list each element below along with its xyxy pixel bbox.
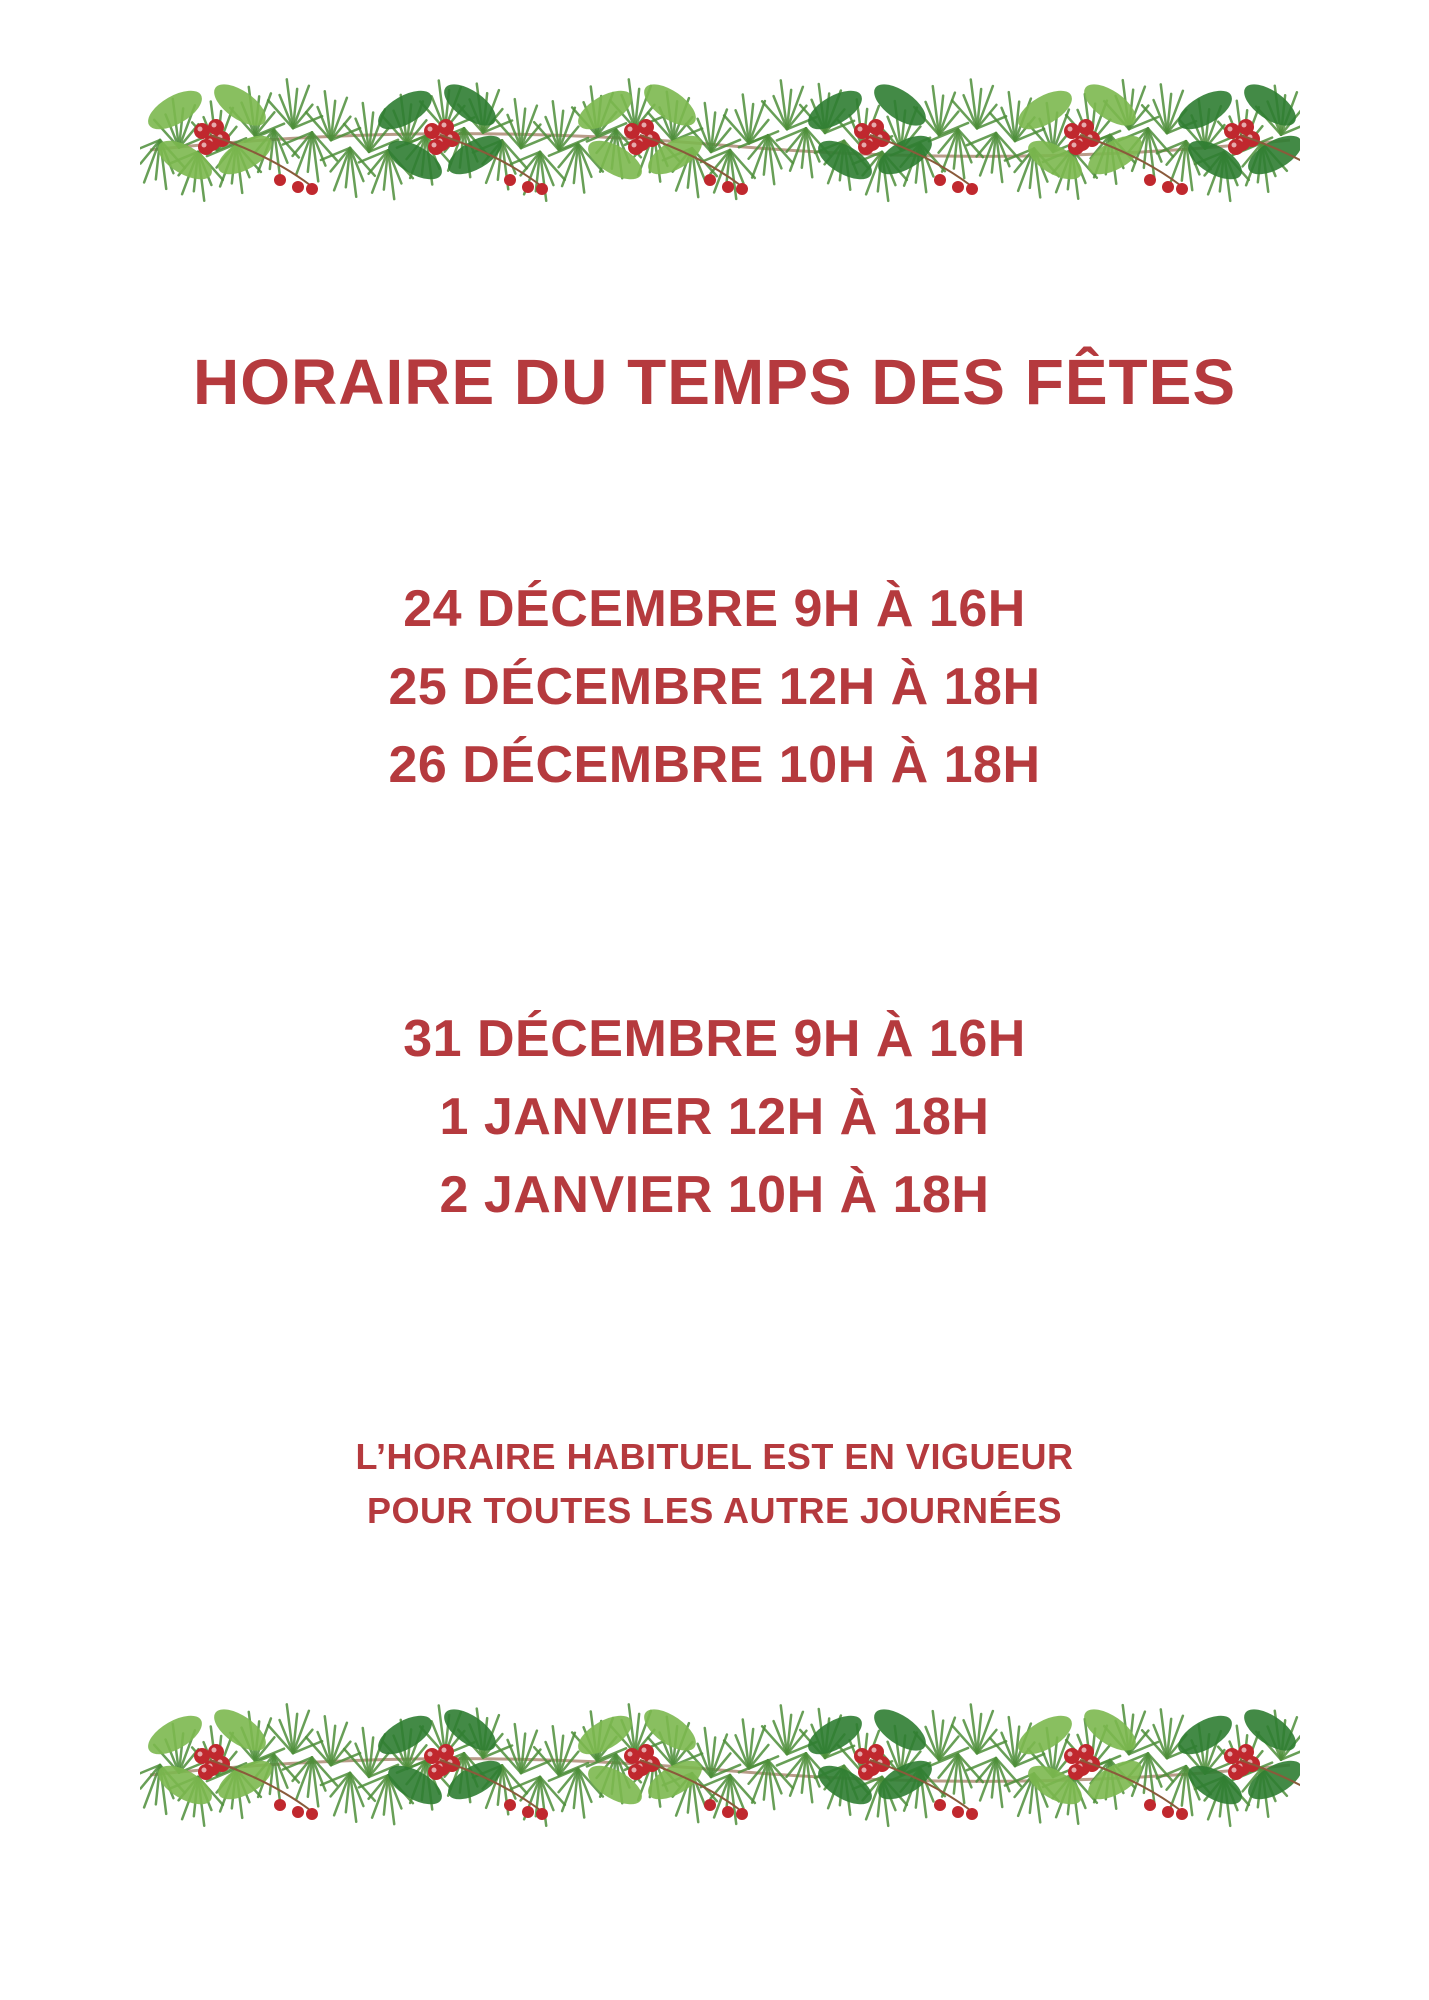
schedule-line: 1 JANVIER 12H À 18H	[439, 1088, 990, 1146]
schedule-line: 2 JANVIER 10H À 18H	[439, 1166, 990, 1224]
regular-hours-note	[0, 1430, 1429, 1538]
schedule-line: 24 DÉCEMBRE 9H À 16H	[403, 580, 1026, 638]
page-title: HORAIRE DU TEMPS DES FÊTES	[193, 346, 1236, 418]
schedule-december	[0, 570, 1429, 804]
note-line: L’HORAIRE HABITUEL EST EN VIGUEUR	[355, 1436, 1074, 1477]
bottom-holly-garland-icon	[140, 1665, 1300, 1865]
schedule-line: 26 DÉCEMBRE 10H À 18H	[388, 736, 1041, 794]
top-holly-garland-icon	[140, 40, 1300, 240]
schedule-line: 25 DÉCEMBRE 12H À 18H	[388, 658, 1041, 716]
schedule-line: 31 DÉCEMBRE 9H À 16H	[403, 1010, 1026, 1068]
note-line: POUR TOUTES LES AUTRE JOURNÉES	[366, 1490, 1063, 1531]
schedule-january	[0, 1000, 1429, 1234]
